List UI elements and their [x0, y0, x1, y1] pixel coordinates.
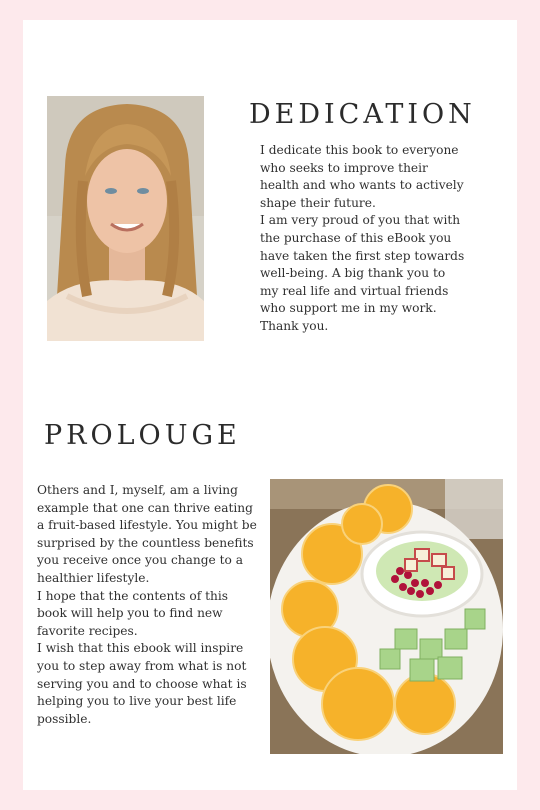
- prologue-heading: PROLOUGE: [44, 420, 241, 451]
- dedication-paragraph: I am very proud of you that with the purchase of this eBook you have taken the first step towards well-being. A big thank you to my real life and virtual friends who support me in my work. Thank you.: [260, 213, 465, 333]
- dedication-paragraph: I dedicate this book to everyone who seeks to improve their health and who wants to actively shape their future.: [260, 143, 464, 210]
- dedication-text: [260, 142, 465, 336]
- dedication-heading: DEDICATION: [249, 99, 476, 130]
- prologue-text: [37, 482, 259, 728]
- prologue-paragraph: I wish that this ebook will inspire you to step away from what is not serving you and to choose what is helping you to live your best life possible.: [37, 641, 247, 726]
- book-page: [23, 20, 517, 790]
- prologue-paragraph: I hope that the contents of this book will help you to find new favorite recipes.: [37, 588, 229, 638]
- prologue-paragraph: Others and I, myself, am a living example that one can thrive eating a fruit-based lifestyle. You might be surprised by the countless benefits you receive once you change to a healthier lifestyle.: [37, 483, 257, 585]
- author-portrait-photo: [47, 96, 204, 341]
- fruit-plate-photo: [270, 479, 503, 754]
